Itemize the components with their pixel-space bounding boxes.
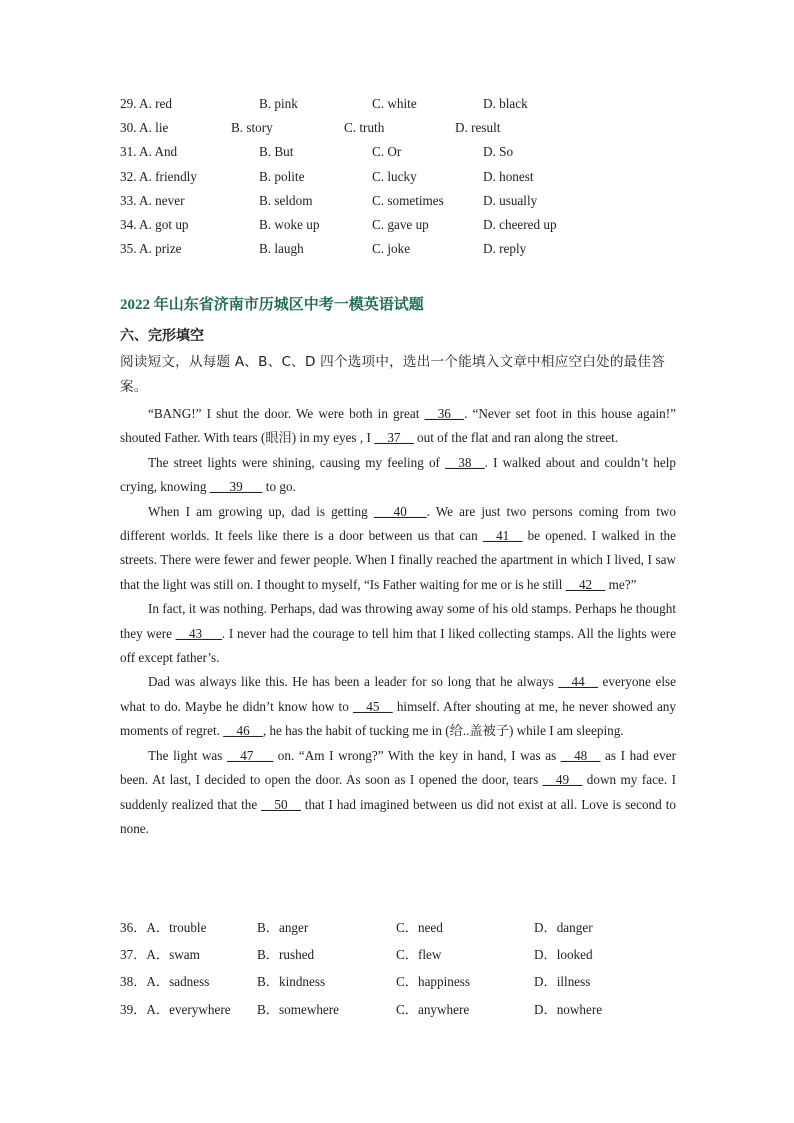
prev-option-num: 30. A. lie: [120, 120, 169, 135]
option-a: 38．A．sadness: [120, 974, 210, 989]
answer-blank: __45__: [353, 698, 393, 714]
prev-option-b: B. woke up: [259, 217, 320, 232]
answer-blank: __48__: [560, 747, 601, 763]
section-title: 六、完形填空: [120, 328, 204, 344]
paragraph-2: [120, 451, 676, 500]
instructions: 阅读短文，从每题 A、B、C、D 四个选项中，选出一个能填入文章中相应空白处的最佳答案。: [120, 354, 665, 395]
passage-text: out of the flat and ran along the street.: [413, 430, 619, 446]
prev-option-num: 33. A. never: [120, 193, 185, 208]
option-b: B．somewhere: [257, 1002, 340, 1017]
passage-text: “BANG!” I shut the door. We were both in great: [148, 406, 425, 421]
prev-option-num: 32. A. friendly: [120, 169, 197, 184]
prev-option-d: D. reply: [483, 241, 527, 256]
passage-text: The light was: [148, 747, 228, 763]
option-b: B．anger: [257, 920, 309, 935]
passage-text: on. “Am I wrong?” With the key in hand, I was as: [273, 747, 561, 763]
passage: [120, 402, 676, 841]
passage-text: When I am growing up, dad is getting: [148, 503, 374, 519]
passage-text: that I had imagined between us did not exist at all. Love is second to none.: [120, 796, 676, 836]
prev-option-num: 35. A. prize: [120, 241, 182, 256]
passage-text: to go.: [262, 479, 296, 495]
answer-blank: __42__: [565, 576, 606, 592]
option-b: B．rushed: [257, 947, 315, 962]
option-b: B．kindness: [257, 974, 326, 989]
prev-option-c: C. white: [372, 96, 417, 111]
answer-blank: __44__: [558, 674, 598, 690]
prev-option-b: B. laugh: [259, 241, 304, 256]
prev-option-d: D. honest: [483, 169, 534, 184]
option-d: D．danger: [534, 920, 593, 935]
answer-blank: __36__: [424, 406, 465, 421]
answer-blank: __46__: [223, 723, 263, 739]
answer-blank: __43___: [175, 625, 222, 641]
prev-option-b: B. polite: [259, 169, 305, 184]
exam-title: 2022 年山东省济南市历城区中考一模英语试题: [120, 297, 424, 313]
prev-option-num: 31. A. And: [120, 144, 178, 159]
passage-text: In fact, it was nothing. Perhaps, dad was throwing away some of his old stamps. Perhaps he thought they were: [120, 601, 676, 641]
answer-blank: __41__: [482, 528, 523, 544]
prev-option-c: C. Or: [372, 144, 402, 159]
paragraph-3: [120, 500, 676, 598]
option-c: C．flew: [396, 947, 442, 962]
option-c: C．need: [396, 920, 443, 935]
passage-text: me?”: [605, 576, 637, 592]
passage-text: himself. After shouting at me, he never showed any moments of regret.: [120, 698, 676, 739]
option-a: 37．A．swam: [120, 947, 200, 962]
prev-option-b: B. story: [231, 120, 273, 135]
passage-text: Dad was always like this. He has been a leader for so long that he always: [148, 674, 559, 690]
passage-text: down my face. I suddenly realized that the: [120, 772, 676, 812]
answer-blank: __49__: [542, 772, 583, 788]
option-c: C．happiness: [396, 974, 470, 989]
answer-blank: __47___: [227, 747, 274, 763]
prev-option-d: D. usually: [483, 193, 538, 208]
prev-option-c: C. truth: [344, 120, 385, 135]
prev-option-num: 29. A. red: [120, 96, 173, 111]
passage-text: . I walked about and couldn’t help crying, knowing: [120, 454, 676, 495]
passage-text: as I had ever been. At last, I decided to open the door. As soon as I opened the door, tears: [120, 747, 676, 788]
prev-option-d: D. cheered up: [483, 217, 557, 232]
answer-blank: ___39___: [209, 479, 263, 495]
option-d: D．looked: [534, 947, 593, 962]
passage-text: , he has the habit of tucking me in (给..盖被子) while I am sleeping.: [262, 723, 624, 739]
option-a: 39．A．everywhere: [120, 1002, 231, 1017]
prev-option-b: B. seldom: [259, 193, 313, 208]
answer-blank: __37__: [374, 430, 414, 446]
paragraph-4: [120, 597, 676, 670]
option-a: 36．A．trouble: [120, 920, 207, 935]
paragraph-1: [120, 402, 676, 451]
prev-option-c: C. sometimes: [372, 193, 444, 208]
prev-option-b: B. pink: [259, 96, 298, 111]
paragraph-5: [120, 670, 676, 743]
prev-option-d: D. black: [483, 96, 528, 111]
passage-text: . “Never set foot in this house again!” shouted Father. With tears (眼泪) in my eyes , I: [120, 406, 676, 446]
answer-blank: __38__: [445, 454, 485, 470]
passage-text: everyone else what to do. Maybe he didn’t know how to: [120, 674, 676, 714]
prev-option-c: C. gave up: [372, 217, 429, 232]
passage-text: . We are just two persons coming from two different worlds. It feels like there is a door between us that can: [120, 503, 676, 544]
prev-option-d: D. result: [455, 120, 501, 135]
answer-blank: __50__: [261, 796, 301, 812]
passage-text: The street lights were shining, causing my feeling of: [148, 454, 446, 470]
option-d: D．illness: [534, 974, 591, 989]
prev-option-b: B. But: [259, 144, 294, 159]
prev-option-num: 34. A. got up: [120, 217, 189, 232]
answer-blank: ___40___: [373, 503, 427, 519]
option-d: D．nowhere: [534, 1002, 603, 1017]
option-c: C．anywhere: [396, 1002, 470, 1017]
prev-option-c: C. lucky: [372, 169, 417, 184]
passage-text: . I never had the courage to tell him that I liked collecting stamps. All the lights were off except father’s.: [120, 625, 677, 666]
prev-option-d: D. So: [483, 144, 514, 159]
passage-text: be opened. I walked in the streets. There were fewer and fewer people. When I finally reached the apartment in which I lived, I saw that the light was still on. I thought to myself, “Is Father waiting for me or is he still: [120, 528, 676, 592]
prev-option-c: C. joke: [372, 241, 411, 256]
paragraph-6: [120, 744, 676, 842]
